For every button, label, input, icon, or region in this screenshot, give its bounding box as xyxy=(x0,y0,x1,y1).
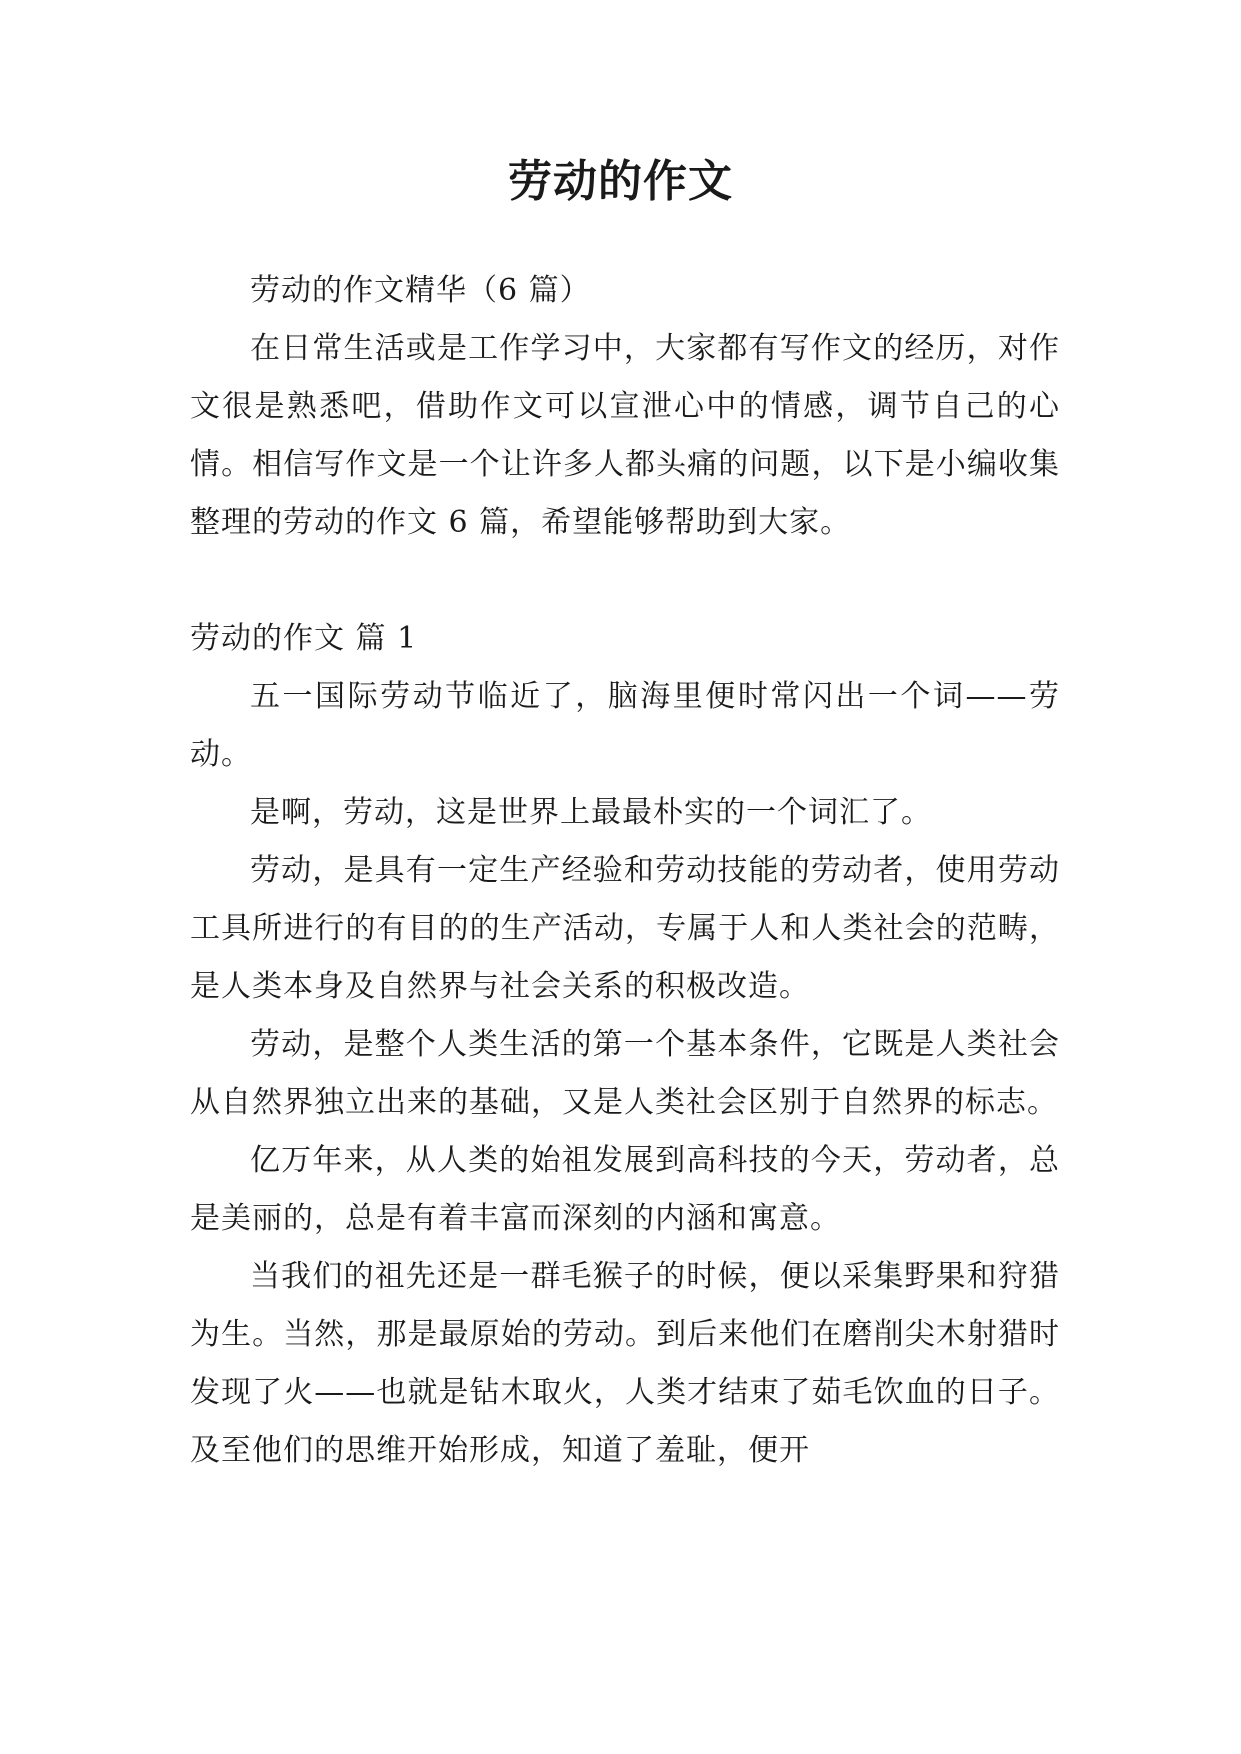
body-paragraph: 是啊，劳动，这是世界上最最朴实的一个词汇了。 xyxy=(250,795,932,830)
body-paragraph: 劳动，是整个人类生活的第一个基本条件，它既是人类社会从自然界独立出来的基础，又是人类社会区别于自然界的标志。 xyxy=(190,1027,1060,1120)
document-subtitle: 劳动的作文精华（6 篇） xyxy=(250,273,591,308)
document-title: 劳动的作文 xyxy=(508,156,733,207)
body-paragraph: 当我们的祖先还是一群毛猴子的时候，便以采集野果和狩猎为生。当然，那是最原始的劳动。到后来他们在磨削尖木射猎时发现了火——也就是钻木取火，人类才结束了茹毛饮血的日子。及至他们的思维开始形成，知道了羞耻，便开 xyxy=(190,1259,1060,1468)
section-heading: 劳动的作文 篇 1 xyxy=(190,621,418,656)
body-paragraph: 亿万年来，从人类的始祖发展到高科技的今天，劳动者，总是美丽的，总是有着丰富而深刻的内涵和寓意。 xyxy=(190,1143,1060,1236)
body-paragraph: 劳动，是具有一定生产经验和劳动技能的劳动者，使用劳动工具所进行的有目的的生产活动，专属于人和人类社会的范畴，是人类本身及自然界与社会关系的积极改造。 xyxy=(190,853,1060,1004)
intro-paragraph: 在日常生活或是工作学习中，大家都有写作文的经历，对作文很是熟悉吧，借助作文可以宣泄心中的情感，调节自己的心情。相信写作文是一个让许多人都头痛的问题，以下是小编收集整理的劳动的作文 6 篇，希望能够帮助到大家。 xyxy=(190,331,1060,540)
body-paragraph: 五一国际劳动节临近了，脑海里便时常闪出一个词——劳动。 xyxy=(190,679,1060,772)
section-spacer xyxy=(190,552,1060,610)
document-body xyxy=(190,262,1060,1480)
